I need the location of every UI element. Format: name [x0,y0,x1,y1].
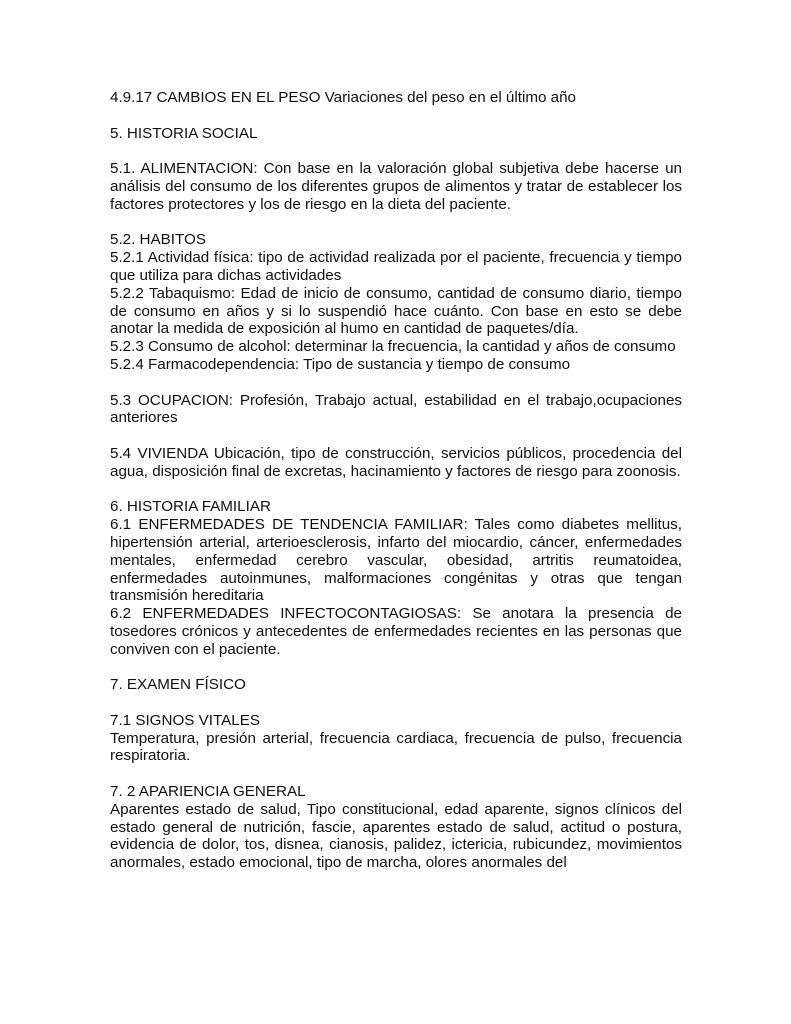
paragraph-alimentacion: 5.1. ALIMENTACION: Con base en la valoración global subjetiva debe hacerse un análisis del consumo de los diferentes grupos de alimentos y tratar de establecer los factores protectores y los de riesgo en la dieta del paciente. [110,160,682,213]
document-page [110,89,682,890]
section-alimentacion [110,160,682,213]
section-historia-familiar [110,498,682,658]
paragraph-farmacodependencia: 5.2.4 Farmacodependencia: Tipo de sustancia y tiempo de consumo [110,355,571,373]
section-vivienda [110,445,682,481]
section-examen-fisico-heading [110,676,682,694]
paragraph-consumo-alcohol: 5.2.3 Consumo de alcohol: determinar la frecuencia, la cantidad y años de consumo [110,338,676,356]
heading-signos-vitales: 7.1 SIGNOS VITALES [110,711,260,729]
heading-apariencia-general: 7. 2 APARIENCIA GENERAL [110,783,306,801]
paragraph-tabaquismo: 5.2.2 Tabaquismo: Edad de inicio de consumo, cantidad de consumo diario, tiempo de consumo en años y si lo suspendió hace cuánto. Con base en esto se debe anotar la medida de exposición al humo en cantidad de paquetes/día. [110,284,682,338]
paragraph-signos-vitales: Temperatura, presión arterial, frecuencia cardiaca, frecuencia de pulso, frecuencia respiratoria. [110,729,682,765]
section-habitos [110,231,682,373]
heading-habitos: 5.2. HABITOS [110,231,206,249]
heading-historia-familiar: 6. HISTORIA FAMILIAR [110,498,271,516]
paragraph-actividad-fisica: 5.2.1 Actividad física: tipo de actividad realizada por el paciente, frecuencia y tiempo que utiliza para dichas actividades [110,249,682,284]
paragraph-vivienda: 5.4 VIVIENDA Ubicación, tipo de construcción, servicios públicos, procedencia del agua, disposición final de excretas, hacinamiento y factores de riesgo para zoonosis. [110,444,682,480]
paragraph-tendencia-familiar: 6.1 ENFERMEDADES DE TENDENCIA FAMILIAR: Tales como diabetes mellitus, hipertensión arterial, arterioesclerosis, infarto del miocardio, cáncer, enfermedades mentales, enfermedad cerebro vascular, obesidad, artritis reumatoidea, enfermedades autoinmunes, malformaciones congénitas y otras que tengan transmisión hereditaria [110,516,682,605]
heading-social-history: 5. HISTORIA SOCIAL [110,124,258,142]
heading-examen-fisico: 7. EXAMEN FÍSICO [110,676,246,694]
section-signos-vitales [110,712,682,765]
section-ocupacion [110,392,682,428]
section-apariencia-general [110,783,682,872]
paragraph-apariencia-general: Aparentes estado de salud, Tipo constitucional, edad aparente, signos clínicos del estado general de nutrición, fascie, aparentes estado de salud, actitud o postura, evidencia de dolor, tos, disnea, cianosis, palidez, ictericia, rubicundez, movimientos anormales, estado emocional, tipo de marcha, olores anormales del [110,800,682,872]
section-weight-changes [110,89,682,107]
paragraph-ocupacion: 5.3 OCUPACION: Profesión, Trabajo actual, estabilidad en el trabajo,ocupaciones anteriores [110,391,682,427]
paragraph-infectocontagiosas: 6.2 ENFERMEDADES INFECTOCONTAGIOSAS: Se anotara la presencia de tosedores crónicos y antecedentes de enfermedades recientes en las personas que conviven con el paciente. [110,605,682,658]
section-social-history-heading [110,125,682,143]
paragraph-weight-changes: 4.9.17 CAMBIOS EN EL PESO Variaciones del peso en el último año [110,89,576,106]
